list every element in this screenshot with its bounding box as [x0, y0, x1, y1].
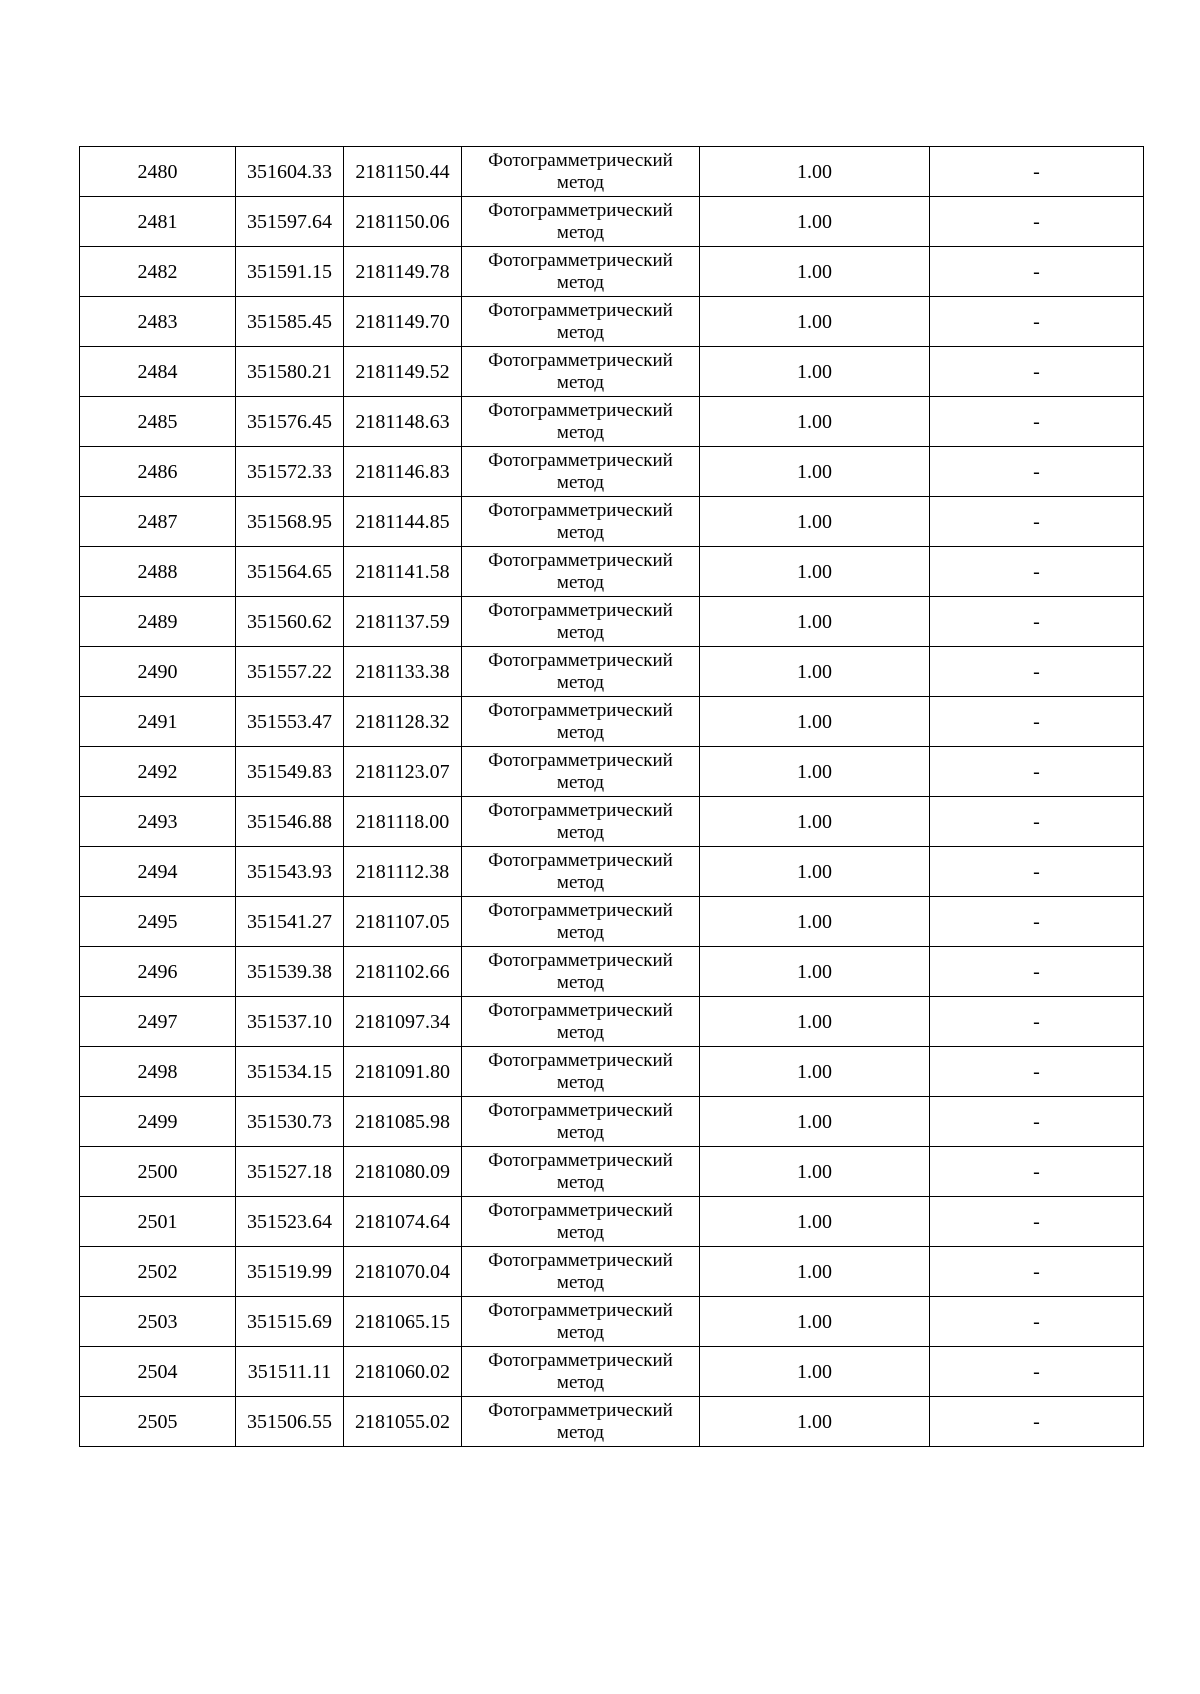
- note-cell: -: [930, 1297, 1144, 1347]
- x-coordinate-cell: 351537.10: [236, 997, 344, 1047]
- table-row: [80, 497, 1144, 547]
- x-coordinate-cell: 351534.15: [236, 1047, 344, 1097]
- accuracy-cell: 1.00: [700, 947, 930, 997]
- method-text-line1: Фотограмметрический: [488, 899, 673, 921]
- accuracy-cell: 1.00: [700, 1247, 930, 1297]
- method-text-line1: Фотограмметрический: [488, 349, 673, 371]
- note-cell: -: [930, 997, 1144, 1047]
- method-text-line1: Фотограмметрический: [488, 249, 673, 271]
- x-coordinate-cell: 351576.45: [236, 397, 344, 447]
- method-text-line2: метод: [556, 1421, 605, 1443]
- table-row: [80, 1247, 1144, 1297]
- table-row: [80, 1147, 1144, 1197]
- method-text-line2: метод: [556, 421, 605, 443]
- note-cell: -: [930, 397, 1144, 447]
- method-cell: [462, 297, 700, 347]
- method-cell: [462, 497, 700, 547]
- method-text-line1: Фотограмметрический: [488, 799, 673, 821]
- y-coordinate-cell: 2181102.66: [344, 947, 462, 997]
- y-coordinate-cell: 2181150.06: [344, 197, 462, 247]
- y-coordinate-cell: 2181091.80: [344, 1047, 462, 1097]
- x-coordinate-cell: 351506.55: [236, 1397, 344, 1447]
- table-row: [80, 397, 1144, 447]
- table-row: [80, 147, 1144, 197]
- accuracy-cell: 1.00: [700, 797, 930, 847]
- point-number-cell: 2498: [80, 1047, 236, 1097]
- accuracy-cell: 1.00: [700, 197, 930, 247]
- method-cell: [462, 397, 700, 447]
- note-cell: -: [930, 1097, 1144, 1147]
- y-coordinate-cell: 2181149.78: [344, 247, 462, 297]
- method-text-line2: метод: [556, 921, 605, 943]
- accuracy-cell: 1.00: [700, 747, 930, 797]
- method-text-line1: Фотограмметрический: [488, 549, 673, 571]
- method-text-line2: метод: [556, 721, 605, 743]
- accuracy-cell: 1.00: [700, 1347, 930, 1397]
- y-coordinate-cell: 2181141.58: [344, 547, 462, 597]
- method-text-line1: Фотограмметрический: [488, 999, 673, 1021]
- note-cell: -: [930, 947, 1144, 997]
- coordinates-table: [79, 146, 1144, 1447]
- x-coordinate-cell: 351585.45: [236, 297, 344, 347]
- method-text-line1: Фотограмметрический: [488, 1049, 673, 1071]
- x-coordinate-cell: 351511.11: [236, 1347, 344, 1397]
- x-coordinate-cell: 351604.33: [236, 147, 344, 197]
- method-text-line1: Фотограмметрический: [488, 1349, 673, 1371]
- y-coordinate-cell: 2181150.44: [344, 147, 462, 197]
- note-cell: -: [930, 747, 1144, 797]
- accuracy-cell: 1.00: [700, 147, 930, 197]
- x-coordinate-cell: 351560.62: [236, 597, 344, 647]
- x-coordinate-cell: 351523.64: [236, 1197, 344, 1247]
- x-coordinate-cell: 351519.99: [236, 1247, 344, 1297]
- point-number-cell: 2485: [80, 397, 236, 447]
- accuracy-cell: 1.00: [700, 397, 930, 447]
- accuracy-cell: 1.00: [700, 1097, 930, 1147]
- x-coordinate-cell: 351553.47: [236, 697, 344, 747]
- y-coordinate-cell: 2181137.59: [344, 597, 462, 647]
- method-cell: [462, 1297, 700, 1347]
- method-cell: [462, 347, 700, 397]
- note-cell: -: [930, 697, 1144, 747]
- note-cell: -: [930, 197, 1144, 247]
- method-text-line2: метод: [556, 221, 605, 243]
- x-coordinate-cell: 351591.15: [236, 247, 344, 297]
- method-text-line2: метод: [556, 571, 605, 593]
- method-text-line2: метод: [556, 971, 605, 993]
- point-number-cell: 2504: [80, 1347, 236, 1397]
- method-text-line2: метод: [556, 871, 605, 893]
- method-text-line1: Фотограмметрический: [488, 599, 673, 621]
- y-coordinate-cell: 2181112.38: [344, 847, 462, 897]
- point-number-cell: 2484: [80, 347, 236, 397]
- x-coordinate-cell: 351515.69: [236, 1297, 344, 1347]
- method-text-line1: Фотограмметрический: [488, 649, 673, 671]
- method-cell: [462, 647, 700, 697]
- table-row: [80, 1047, 1144, 1097]
- method-cell: [462, 997, 700, 1047]
- x-coordinate-cell: 351564.65: [236, 547, 344, 597]
- note-cell: -: [930, 1147, 1144, 1197]
- table-row: [80, 997, 1144, 1047]
- x-coordinate-cell: 351568.95: [236, 497, 344, 547]
- method-text-line2: метод: [556, 271, 605, 293]
- table-row: [80, 547, 1144, 597]
- method-text-line2: метод: [556, 1371, 605, 1393]
- x-coordinate-cell: 351539.38: [236, 947, 344, 997]
- y-coordinate-cell: 2181144.85: [344, 497, 462, 547]
- method-text-line2: метод: [556, 671, 605, 693]
- method-cell: [462, 547, 700, 597]
- x-coordinate-cell: 351557.22: [236, 647, 344, 697]
- method-text-line2: метод: [556, 371, 605, 393]
- method-text-line2: метод: [556, 521, 605, 543]
- accuracy-cell: 1.00: [700, 297, 930, 347]
- point-number-cell: 2483: [80, 297, 236, 347]
- table-row: [80, 197, 1144, 247]
- x-coordinate-cell: 351597.64: [236, 197, 344, 247]
- accuracy-cell: 1.00: [700, 1197, 930, 1247]
- point-number-cell: 2495: [80, 897, 236, 947]
- point-number-cell: 2481: [80, 197, 236, 247]
- accuracy-cell: 1.00: [700, 697, 930, 747]
- x-coordinate-cell: 351530.73: [236, 1097, 344, 1147]
- y-coordinate-cell: 2181128.32: [344, 697, 462, 747]
- point-number-cell: 2489: [80, 597, 236, 647]
- point-number-cell: 2503: [80, 1297, 236, 1347]
- note-cell: -: [930, 1397, 1144, 1447]
- method-text-line1: Фотограмметрический: [488, 199, 673, 221]
- table-row: [80, 647, 1144, 697]
- y-coordinate-cell: 2181118.00: [344, 797, 462, 847]
- y-coordinate-cell: 2181123.07: [344, 747, 462, 797]
- method-text-line2: метод: [556, 171, 605, 193]
- x-coordinate-cell: 351543.93: [236, 847, 344, 897]
- y-coordinate-cell: 2181133.38: [344, 647, 462, 697]
- method-text-line1: Фотограмметрический: [488, 1399, 673, 1421]
- point-number-cell: 2490: [80, 647, 236, 697]
- y-coordinate-cell: 2181097.34: [344, 997, 462, 1047]
- point-number-cell: 2493: [80, 797, 236, 847]
- point-number-cell: 2496: [80, 947, 236, 997]
- y-coordinate-cell: 2181070.04: [344, 1247, 462, 1297]
- method-text-line1: Фотограмметрический: [488, 949, 673, 971]
- x-coordinate-cell: 351527.18: [236, 1147, 344, 1197]
- x-coordinate-cell: 351541.27: [236, 897, 344, 947]
- point-number-cell: 2501: [80, 1197, 236, 1247]
- method-text-line1: Фотограмметрический: [488, 399, 673, 421]
- method-cell: [462, 897, 700, 947]
- point-number-cell: 2499: [80, 1097, 236, 1147]
- table-row: [80, 297, 1144, 347]
- method-text-line2: метод: [556, 1321, 605, 1343]
- note-cell: -: [930, 347, 1144, 397]
- method-text-line1: Фотограмметрический: [488, 1149, 673, 1171]
- table-row: [80, 797, 1144, 847]
- method-text-line2: метод: [556, 321, 605, 343]
- method-cell: [462, 147, 700, 197]
- accuracy-cell: 1.00: [700, 347, 930, 397]
- y-coordinate-cell: 2181065.15: [344, 1297, 462, 1347]
- method-text-line2: метод: [556, 621, 605, 643]
- method-text-line2: метод: [556, 821, 605, 843]
- accuracy-cell: 1.00: [700, 1397, 930, 1447]
- method-cell: [462, 697, 700, 747]
- point-number-cell: 2480: [80, 147, 236, 197]
- note-cell: -: [930, 1197, 1144, 1247]
- method-cell: [462, 1347, 700, 1397]
- table-row: [80, 747, 1144, 797]
- method-cell: [462, 1397, 700, 1447]
- point-number-cell: 2492: [80, 747, 236, 797]
- note-cell: -: [930, 447, 1144, 497]
- table-row: [80, 447, 1144, 497]
- accuracy-cell: 1.00: [700, 447, 930, 497]
- method-text-line1: Фотограмметрический: [488, 1249, 673, 1271]
- point-number-cell: 2494: [80, 847, 236, 897]
- x-coordinate-cell: 351580.21: [236, 347, 344, 397]
- table-row: [80, 597, 1144, 647]
- table-row: [80, 347, 1144, 397]
- method-cell: [462, 1097, 700, 1147]
- note-cell: -: [930, 247, 1144, 297]
- coordinates-table-body: [80, 147, 1144, 1447]
- accuracy-cell: 1.00: [700, 247, 930, 297]
- method-text-line2: метод: [556, 1071, 605, 1093]
- point-number-cell: 2497: [80, 997, 236, 1047]
- x-coordinate-cell: 351572.33: [236, 447, 344, 497]
- y-coordinate-cell: 2181080.09: [344, 1147, 462, 1197]
- point-number-cell: 2502: [80, 1247, 236, 1297]
- point-number-cell: 2491: [80, 697, 236, 747]
- table-row: [80, 947, 1144, 997]
- table-row: [80, 697, 1144, 747]
- method-cell: [462, 947, 700, 997]
- y-coordinate-cell: 2181055.02: [344, 1397, 462, 1447]
- method-text-line1: Фотограмметрический: [488, 149, 673, 171]
- table-row: [80, 247, 1144, 297]
- note-cell: -: [930, 147, 1144, 197]
- point-number-cell: 2500: [80, 1147, 236, 1197]
- note-cell: -: [930, 1347, 1144, 1397]
- accuracy-cell: 1.00: [700, 1147, 930, 1197]
- method-text-line1: Фотограмметрический: [488, 1199, 673, 1221]
- table-row: [80, 1397, 1144, 1447]
- table-row: [80, 1297, 1144, 1347]
- method-cell: [462, 847, 700, 897]
- note-cell: -: [930, 797, 1144, 847]
- method-text-line2: метод: [556, 1221, 605, 1243]
- method-text-line1: Фотограмметрический: [488, 849, 673, 871]
- accuracy-cell: 1.00: [700, 847, 930, 897]
- method-cell: [462, 247, 700, 297]
- method-cell: [462, 747, 700, 797]
- method-text-line1: Фотограмметрический: [488, 1099, 673, 1121]
- method-text-line2: метод: [556, 771, 605, 793]
- method-cell: [462, 197, 700, 247]
- y-coordinate-cell: 2181148.63: [344, 397, 462, 447]
- method-cell: [462, 447, 700, 497]
- note-cell: -: [930, 847, 1144, 897]
- point-number-cell: 2482: [80, 247, 236, 297]
- method-text-line1: Фотограмметрический: [488, 499, 673, 521]
- method-text-line1: Фотограмметрический: [488, 1299, 673, 1321]
- x-coordinate-cell: 351546.88: [236, 797, 344, 847]
- method-text-line1: Фотограмметрический: [488, 299, 673, 321]
- table-row: [80, 1197, 1144, 1247]
- accuracy-cell: 1.00: [700, 997, 930, 1047]
- y-coordinate-cell: 2181149.70: [344, 297, 462, 347]
- method-text-line1: Фотограмметрический: [488, 749, 673, 771]
- accuracy-cell: 1.00: [700, 547, 930, 597]
- method-text-line2: метод: [556, 1121, 605, 1143]
- method-text-line2: метод: [556, 471, 605, 493]
- method-text-line1: Фотограмметрический: [488, 699, 673, 721]
- note-cell: -: [930, 497, 1144, 547]
- method-cell: [462, 1047, 700, 1097]
- table-row: [80, 847, 1144, 897]
- point-number-cell: 2487: [80, 497, 236, 547]
- point-number-cell: 2505: [80, 1397, 236, 1447]
- y-coordinate-cell: 2181060.02: [344, 1347, 462, 1397]
- method-text-line2: метод: [556, 1271, 605, 1293]
- method-text-line2: метод: [556, 1171, 605, 1193]
- accuracy-cell: 1.00: [700, 1047, 930, 1097]
- method-text-line2: метод: [556, 1021, 605, 1043]
- note-cell: -: [930, 547, 1144, 597]
- note-cell: -: [930, 647, 1144, 697]
- method-cell: [462, 1147, 700, 1197]
- x-coordinate-cell: 351549.83: [236, 747, 344, 797]
- y-coordinate-cell: 2181107.05: [344, 897, 462, 947]
- point-number-cell: 2486: [80, 447, 236, 497]
- note-cell: -: [930, 597, 1144, 647]
- note-cell: -: [930, 1247, 1144, 1297]
- y-coordinate-cell: 2181149.52: [344, 347, 462, 397]
- point-number-cell: 2488: [80, 547, 236, 597]
- accuracy-cell: 1.00: [700, 1297, 930, 1347]
- accuracy-cell: 1.00: [700, 897, 930, 947]
- note-cell: -: [930, 897, 1144, 947]
- accuracy-cell: 1.00: [700, 497, 930, 547]
- method-cell: [462, 1197, 700, 1247]
- method-text-line1: Фотограмметрический: [488, 449, 673, 471]
- table-row: [80, 897, 1144, 947]
- method-cell: [462, 797, 700, 847]
- y-coordinate-cell: 2181074.64: [344, 1197, 462, 1247]
- accuracy-cell: 1.00: [700, 597, 930, 647]
- note-cell: -: [930, 1047, 1144, 1097]
- y-coordinate-cell: 2181085.98: [344, 1097, 462, 1147]
- note-cell: -: [930, 297, 1144, 347]
- method-cell: [462, 597, 700, 647]
- accuracy-cell: 1.00: [700, 647, 930, 697]
- table-row: [80, 1347, 1144, 1397]
- table-row: [80, 1097, 1144, 1147]
- method-cell: [462, 1247, 700, 1297]
- y-coordinate-cell: 2181146.83: [344, 447, 462, 497]
